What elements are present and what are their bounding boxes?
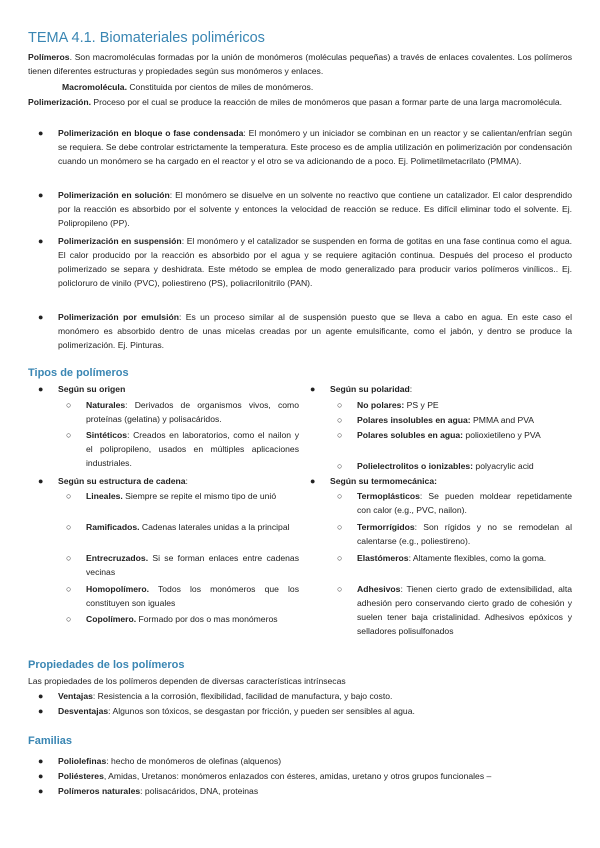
macromolecula-term: Macromolécula.: [62, 82, 127, 92]
estructura-copolimero: Copolímero. Formado por dos o mas monómeros: [86, 614, 278, 624]
polimerizacion-term: Polimerización.: [28, 97, 92, 107]
polimeros-text: . Son macromoléculas formadas por la unión de monómeros (moléculas pequeñas) a través de enlaces covalentes. Los polímeros tienen diferentes estructuras y propiedades según sus monómeros y enlaces.: [28, 52, 572, 76]
circle-bullet-icon: ○: [66, 400, 72, 410]
origen-sinteticos: Sintéticos: Creados en laboratorios, como el nailon y el polipropileno, usados en múltiples aplicaciones industriales.: [86, 430, 299, 468]
estructura-lineales: Lineales. Siempre se repite el mismo tipo de unió: [86, 491, 277, 501]
circle-bullet-icon: ○: [66, 614, 72, 624]
propiedades-intro: Las propiedades de los polímeros dependen de diversas características intrínsecas: [28, 676, 346, 686]
method-term: Polimerización en suspensión: [58, 236, 182, 246]
bullet-icon: ●: [38, 128, 44, 138]
circle-bullet-icon: ○: [337, 491, 343, 501]
estructura-ramificados: Ramificados. Cadenas laterales unidas a la principal: [86, 522, 290, 532]
bullet-icon: ●: [310, 384, 316, 394]
circle-bullet-icon: ○: [66, 430, 72, 440]
circle-bullet-icon: ○: [337, 461, 343, 471]
familia-naturales: Polímeros naturales: polisacáridos, DNA, proteinas: [58, 786, 259, 796]
bullet-icon: ●: [38, 756, 44, 766]
bullet-icon: ●: [310, 476, 316, 486]
method-emulsion: [58, 310, 572, 352]
polaridad-polielectrolitos: Polielectrolitos o ionizables: polyacrylic acid: [357, 461, 534, 471]
method-term: Polimerización en solución: [58, 190, 170, 200]
method-term: Polimerización en bloque o fase condensada: [58, 128, 244, 138]
circle-bullet-icon: ○: [66, 553, 72, 563]
familias-heading: Familias: [28, 735, 73, 747]
circle-bullet-icon: ○: [337, 553, 343, 563]
method-text: : El monómero y el catalizador se suspenden en forma de gotitas en una fase continua como el agua. El calor producido por la reacción es absorbido por el agua y se requiere agitación continua. Después del proceso el producto polimerizado se separa y deshidrata. Este método se emplea de modo generalizado para producir varios polímeros vinílicos.. Ej. policloruro de vinilo (PVC), poliestireno (PS), poliacrilonitrilo (PAN).: [58, 236, 572, 288]
bullet-icon: ●: [38, 771, 44, 781]
circle-bullet-icon: ○: [337, 584, 343, 594]
method-bloque: [58, 126, 572, 168]
polimerizacion-text: Proceso por el cual se produce la reacción de miles de monómeros que pasan a formar parte de una larga macromolécula.: [91, 97, 563, 107]
bullet-icon: ●: [38, 384, 44, 394]
circle-bullet-icon: ○: [337, 400, 343, 410]
termo-termoplasticos: Termoplásticos: Se pueden moldear repetidamente con calor (e.g., PVC, nailon).: [357, 491, 572, 515]
circle-bullet-icon: ○: [66, 584, 72, 594]
termomecanica-label: Según su termomecánica:: [330, 476, 437, 486]
method-solucion: [58, 188, 572, 230]
bullet-icon: ●: [38, 706, 44, 716]
bullet-icon: ●: [38, 786, 44, 796]
method-text: : El monómero se disuelve en un solvente no reactivo que contiene un catalizador. El calor desprendido por la reacción es absorbido por el solvente y entonces la velocidad de reacción se reduce. Es difícil eliminar todo el solvente. Ej. Polipropileno (PP).: [58, 190, 572, 228]
method-text: : Es un proceso similar al de suspensión puesto que se lleva a cabo en agua. En este caso el monómero es absorbido dentro de unas micelas creadas por un agente emulsificante, como el jabón, y dentro se produce la polimerización. Ej. Pinturas.: [58, 312, 572, 350]
estructura-homopolimero: Homopolímero. Todos los monómeros que los constituyen son iguales: [86, 584, 299, 608]
bullet-icon: ●: [38, 236, 44, 246]
circle-bullet-icon: ○: [337, 522, 343, 532]
bullet-icon: ●: [38, 476, 44, 486]
propiedades-desventajas: Desventajas: Algunos son tóxicos, se desgastan por fricción, y pueden ser sensibles al agua.: [58, 706, 415, 716]
circle-bullet-icon: ○: [337, 430, 343, 440]
bullet-icon: ●: [38, 312, 44, 322]
estructura-entrecruzados: Entrecruzados. Si se forman enlaces entre cadenas vecinas: [86, 553, 299, 577]
origen-label: Según su origen: [58, 384, 126, 394]
termo-elastomeros: Elastómeros: Altamente flexibles, como la goma.: [357, 553, 547, 563]
bullet-icon: ●: [38, 190, 44, 200]
polaridad-solubles: Polares solubles en agua: polioxietileno y PVA: [357, 430, 541, 440]
termo-adhesivos: Adhesivos: Tienen cierto grado de extensibilidad, alta adhesión pero conservando cierto grado de cohesión y suelen tener baja cristalinidad. Adhesivos epóxicos y selladores polisulfonados: [357, 584, 572, 636]
polimeros-definition: [28, 50, 572, 78]
propiedades-ventajas: Ventajas: Resistencia a la corrosión, flexibilidad, facilidad de manufactura, y bajo costo.: [58, 691, 393, 701]
macromolecula-definition: [62, 80, 572, 94]
polimerizacion-definition: [28, 95, 572, 109]
method-text: : El monómero y un iniciador se combinan en un reactor y se calientan/enfrían según se requiera. Se debe controlar estrictamente la temperatura. Este proceso es de amplia utilización en polimerización por condensación cuando un monómero se ha cargado en el reactor y el otro se va adicionando de a poco. Ej. Polimetilmetacrilato (PMMA).: [58, 128, 572, 166]
polaridad-label: Según su polaridad:: [330, 384, 413, 394]
method-suspension: [58, 234, 572, 290]
method-term: Polimerización por emulsión: [58, 312, 179, 322]
familia-poliesteres: Poliésteres, Amidas, Uretanos: monómeros enlazados con ésteres, amidas, uretano y otros grupos funcionales –: [58, 771, 492, 781]
polimeros-term: Polímeros: [28, 52, 70, 62]
propiedades-heading: Propiedades de los polímeros: [28, 659, 185, 671]
tipos-heading: Tipos de polímeros: [28, 367, 129, 379]
termo-termorrigidos: Termorrígidos: Son rígidos y no se remodelan al calentarse (e.g., poliestireno).: [357, 522, 572, 546]
bullet-icon: ●: [38, 691, 44, 701]
familia-poliolefinas: Poliolefinas: hecho de monómeros de olefinas (alquenos): [58, 756, 282, 766]
macromolecula-text: Constituida por cientos de miles de monómeros.: [126, 82, 314, 92]
circle-bullet-icon: ○: [66, 491, 72, 501]
circle-bullet-icon: ○: [66, 522, 72, 532]
page-title: TEMA 4.1. Biomateriales poliméricos: [28, 30, 265, 46]
circle-bullet-icon: ○: [337, 415, 343, 425]
polaridad-no-polares: No polares: PS y PE: [357, 400, 439, 410]
estructura-label: Según su estructura de cadena:: [58, 476, 188, 486]
polaridad-insolubles: Polares insolubles en agua: PMMA and PVA: [357, 415, 535, 425]
origen-naturales: Naturales: Derivados de organismos vivos, como proteínas (gelatina) y polisacáridos.: [86, 400, 299, 424]
